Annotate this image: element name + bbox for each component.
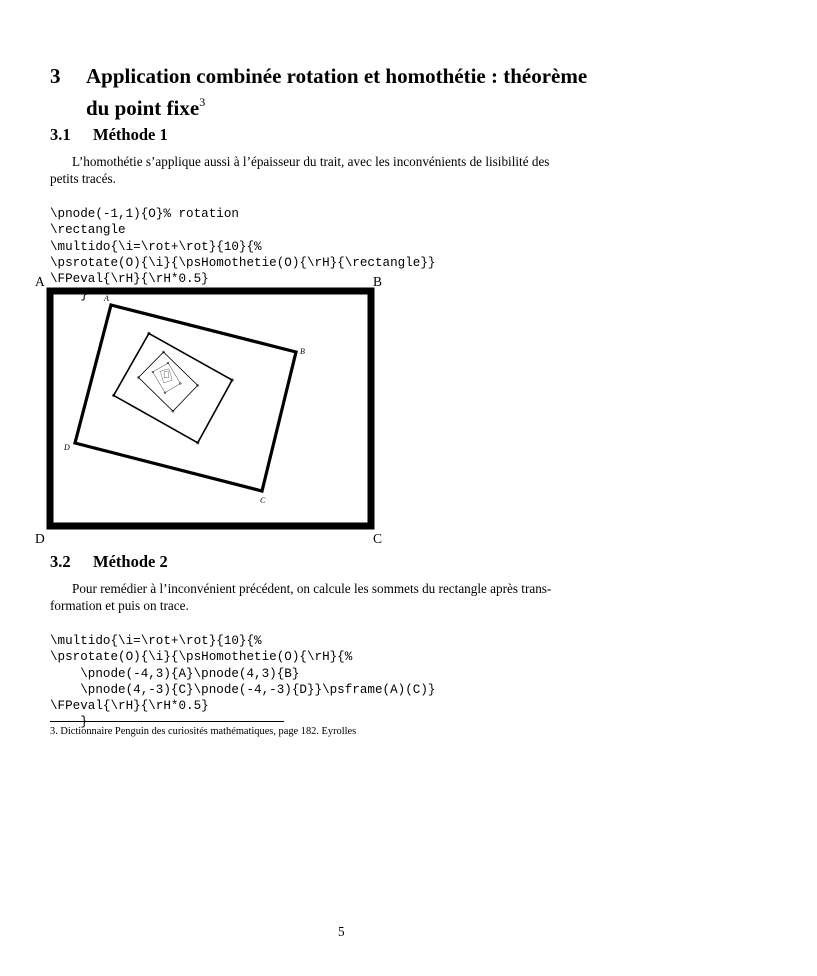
code-line: \psrotate(O){\i}{\psHomothetie(O){\rH}{%: [50, 650, 353, 665]
section-title-text: du point fixe: [86, 96, 200, 120]
paragraph-line: L’homothétie s’applique aussi à l’épaisseur du trait, avec les inconvénients de lisibilité des: [72, 154, 550, 169]
code-line: \pnode(-1,1){O}% rotation: [50, 207, 239, 222]
subsection-title: Méthode 2: [93, 552, 168, 571]
subsection-number: 3.1: [50, 125, 71, 144]
outer-label-a: A: [35, 274, 45, 289]
subsection-title: Méthode 1: [93, 125, 168, 144]
paragraph-line: formation et puis on trace.: [50, 598, 189, 613]
paragraph-line: petits tracés.: [50, 171, 116, 186]
inner-label-b: B: [300, 347, 305, 356]
outer-label-d: D: [35, 531, 45, 546]
code-line: }: [50, 715, 88, 730]
section-number: 3: [50, 64, 61, 88]
nested-rectangles: [75, 305, 296, 491]
code-line: \psrotate(O){\i}{\psHomothetie(O){\rH}{\rectangle}}: [50, 255, 436, 270]
code-line: \multido{\i=\rot+\rot}{10}{%: [50, 634, 262, 649]
code-line: \FPeval{\rH}{\rH*0.5}: [50, 272, 209, 287]
code-line: \pnode(-4,3){A}\pnode(4,3){B}: [50, 666, 300, 681]
code-line: }: [50, 288, 88, 303]
inner-label-d: D: [64, 443, 70, 452]
nested-rectangle: [160, 369, 172, 383]
code-line: \multido{\i=\rot+\rot}{10}{%: [50, 239, 262, 254]
paragraph-line: Pour remédier à l’inconvénient précédent, on calcule les sommets du rectangle après trans-: [72, 581, 552, 596]
code-line: \FPeval{\rH}{\rH*0.5}: [50, 699, 209, 714]
footnote-mark: 3: [199, 95, 206, 109]
subsection-number: 3.2: [50, 552, 71, 571]
inner-label-c: C: [260, 496, 266, 505]
outer-label-b: B: [373, 274, 383, 289]
code-line: \rectangle: [50, 223, 126, 238]
code-line: \pnode(4,-3){C}\pnode(-4,-3){D}}\psframe(A)(C)}: [50, 682, 436, 697]
nested-rectangle: [164, 372, 169, 378]
section-title-line1: Application combinée rotation et homothétie : théorème: [86, 64, 588, 88]
inner-label-a: A: [104, 294, 109, 303]
footnote-rule: [50, 721, 284, 722]
outer-label-c: C: [373, 531, 383, 546]
footnote-text: 3. Dictionnaire Penguin des curiosités mathématiques, page 182. Eyrolles: [50, 726, 357, 737]
outer-rectangle: [50, 291, 371, 526]
page-number: 5: [338, 924, 345, 939]
